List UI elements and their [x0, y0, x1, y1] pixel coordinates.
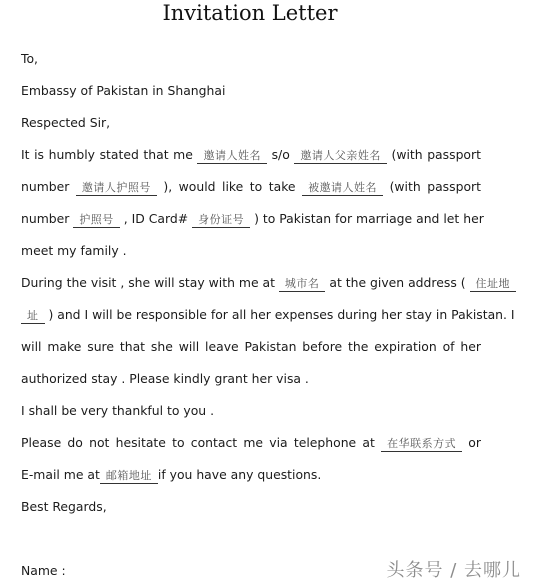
email-field: 邮箱地址: [100, 470, 158, 484]
addressee-line: Embassy of Pakistan in Shanghai: [21, 83, 226, 98]
inviter-father-name-field: 邀请人父亲姓名: [294, 150, 387, 164]
inviter-name-field: 邀请人姓名: [197, 150, 267, 164]
para3-line2: E-mail me at 邮箱地址 if you have any questions.: [21, 467, 322, 482]
city-field: 城市名: [279, 278, 326, 292]
para1-line3: number 护照号 , ID Card# 身份证号 ) to Pakistan for marriage and let her: [21, 211, 484, 226]
thanks-line: I shall be very thankful to you .: [21, 403, 215, 418]
address-field-cont: 址: [21, 310, 45, 324]
para2-line3: will make sure that she will leave Pakistan before the expiration of her: [21, 339, 481, 354]
para1-line4: meet my family .: [21, 243, 127, 258]
name-label: Name :: [21, 563, 66, 578]
id-card-field: 身份证号: [192, 214, 250, 228]
invitee-name-field: 被邀请人姓名: [302, 182, 383, 196]
salutation: Respected Sir,: [21, 115, 111, 130]
phone-field: 在华联系方式: [381, 438, 462, 452]
closing: Best Regards,: [21, 499, 107, 514]
para2-line4: authorized stay . Please kindly grant her visa .: [21, 371, 309, 386]
watermark: 头条号 / 去哪儿: [386, 560, 521, 581]
invitee-passport-field: 护照号: [73, 214, 120, 228]
letter-title: Invitation Letter: [162, 1, 338, 25]
address-field: 住址地: [470, 278, 517, 292]
para1-line2: number 邀请人护照号 ), would like to take 被邀请人姓名 (with passport: [21, 179, 481, 194]
inviter-passport-field: 邀请人护照号: [76, 182, 157, 196]
para1-line1: It is humbly stated that me 邀请人姓名 s/o 邀请人父亲姓名 (with passport: [21, 147, 481, 162]
para2-line1: During the visit , she will stay with me at 城市名 at the given address ( 住址地: [21, 276, 481, 292]
para3-line1: Please do not hesitate to contact me via telephone at 在华联系方式 or: [21, 435, 481, 450]
to-line: To,: [21, 51, 38, 66]
para2-line2: 址 ) and I will be responsible for all her expenses during her stay in Pakistan. I: [21, 308, 481, 324]
